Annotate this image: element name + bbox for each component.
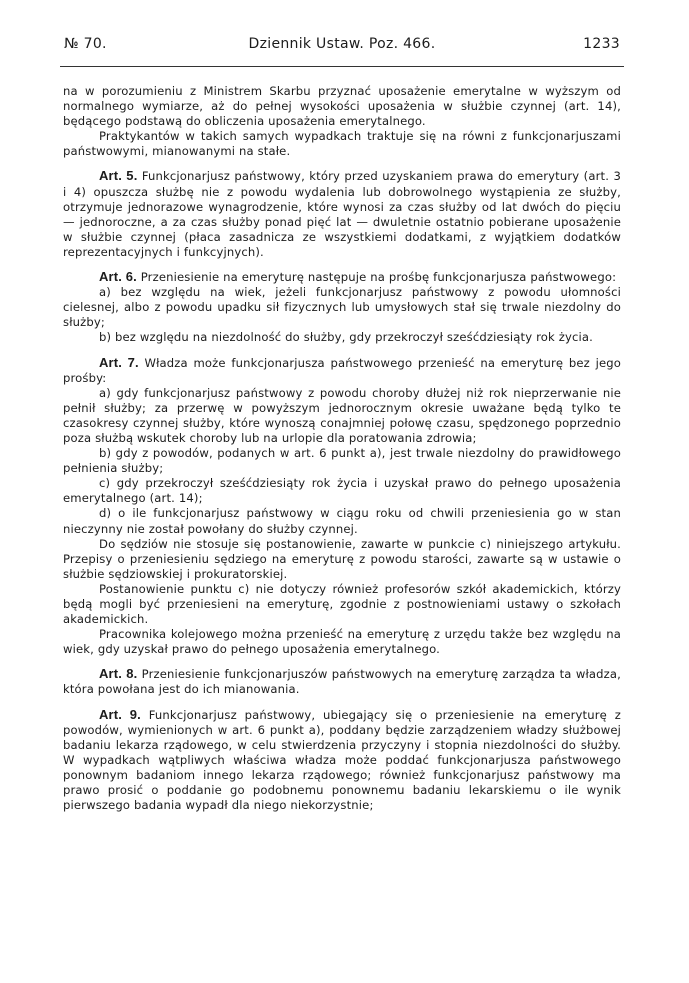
article-label: Art. 6. [99,269,137,285]
article-paragraph [63,168,621,260]
article-text: Funkcjonarjusz państwowy, ubiegający się o przeniesienie na emeryturę z powodów, wymienionych w art. 6 punkt a), poddany będzie zarządzeniem władzy służbowej badaniu lekarza rządowego, w celu stwierdzenia przyczyny i stopnia niezdolności do służby. W wypadkach wątpliwych właściwa władza może poddać funkcjonarjusza państwowego ponownym badaniom innego lekarza rządowego; również funkcjonarjusz państwowy ma prawo prosić o poddanie go podobnemu ponownemu badaniu lekarskiemu o ile wynik pierwszego badania wypadł dla niego niekorzystnie; [63,707,621,813]
article-paragraph [63,666,621,697]
article-paragraph [63,355,621,386]
body-paragraph: Postanowienie punktu c) nie dotyczy również profesorów szkół akademickich, którzy będą mogli być przeniesieni na emeryturę, zgodnie z postnowieniami ustawy o szkołach akademickich. [63,581,621,627]
article-paragraph [63,269,621,285]
article-text: Przeniesienie funkcjonarjuszów państwowych na emeryturę zarządza ta władza, która powołana jest do ich mianowania. [63,667,621,697]
article-label: Art. 9. [99,706,141,722]
page-header [64,36,620,58]
paragraph-gap [63,346,621,355]
body-paragraph: b) gdy z powodów, podanych w art. 6 punkt a), jest trwale niezdolny do prawidłowego pełnienia służby; [63,446,621,476]
article-text: Władza może funkcjonarjusza państwowego przenieść na emeryturę bez jego prośby: [63,355,621,385]
body-paragraph: b) bez względu na niezdolność do służby, gdy przekroczył sześćdziesiąty rok życia. [99,330,593,345]
paragraph-gap [63,698,621,707]
body-paragraph: Do sędziów nie stosuje się postanowienie, zawarte w punkcie c) niniejszego artykułu. Przepisy o przeniesieniu sędziego na emeryturę z powodu starości, zawarte są w ustawie o służbie sędziowskiej i prokuratorskiej. [63,536,621,581]
article-text: Funkcjonarjusz państwowy, który przed uzyskaniem prawa do emerytury (art. 3 i 4) opuszcza służbę nie z powodu wydalenia lub dobrowolnego wystąpienia ze służby, otrzymuje jednorazowe wynagrodzenie, które wynosi za czas służby od lat dwóch do pięciu — jednoroczne, a za czas służby ponad pięć lat — dwuletnie ostatnio pobierane uposażenie w służbie czynnej (płaca zasadnicza ze wszystkiemi dodatkami, z wyjątkiem dodatków reprezentacyjnych i funkcyjnych). [63,169,621,259]
article-label: Art. 8. [99,666,138,682]
body-paragraph: a) bez względu na wiek, jeżeli funkcjonarjusz państwowy z powodu ułomności cielesnej, albo z powodu upadku sił fizycznych lub umysłowych stał się trwale niezdolny do służby; [63,285,621,330]
body-paragraph: na w porozumieniu z Ministrem Skarbu przyznać uposażenie emerytalne w wyższym od normalnego wymiarze, aż do pełnej wysokości uposażenia w służbie czynnej (art. 14), będącego podstawą do obliczenia uposażenia emerytalnego. [63,84,621,129]
article-paragraph [63,707,621,814]
document-body [63,84,621,813]
issue-number: № 70. [64,36,107,52]
paragraph-gap [63,159,621,168]
page-number: 1233 [583,36,620,52]
body-paragraph: Pracownika kolejowego można przenieść na emeryturę z urzędu także bez względu na wiek, gdy uzyskał prawo do pełnego uposażenia emerytalnego. [63,627,621,657]
journal-title: Dziennik Ustaw. Poz. 466. [248,36,436,52]
body-paragraph: a) gdy funkcjonarjusz państwowy z powodu choroby dłużej niż rok nieprzerwanie nie pełnił służby; za przerwę w powyższym jednorocznym okresie uważane będą tylko te czasokresy czynnej służby, które wynoszą conajmniej połowę czasu, spędzonego poprzednio poza służbą wskutek choroby lub na urlopie dla poratowania zdrowia; [63,385,621,445]
paragraph-gap [63,260,621,269]
header-rule [60,66,624,67]
paragraph-gap [63,657,621,666]
article-label: Art. 5. [99,168,138,184]
body-paragraph: d) o ile funkcjonarjusz państwowy w ciągu roku od chwili przeniesienia go w stan nieczynny nie został powołany do służby czynnej. [63,506,621,536]
body-paragraph: Praktykantów w takich samych wypadkach traktuje się na równi z funkcjonarjuszami państwowymi, mianowanymi na stałe. [63,129,621,159]
article-label: Art. 7. [99,354,139,370]
body-paragraph: c) gdy przekroczył sześćdziesiąty rok życia i uzyskał prawo do pełnego uposażenia emerytalnego (art. 14); [63,476,621,506]
article-text: Przeniesienie na emeryturę następuje na prośbę funkcjonarjusza państwowego: [140,270,617,285]
